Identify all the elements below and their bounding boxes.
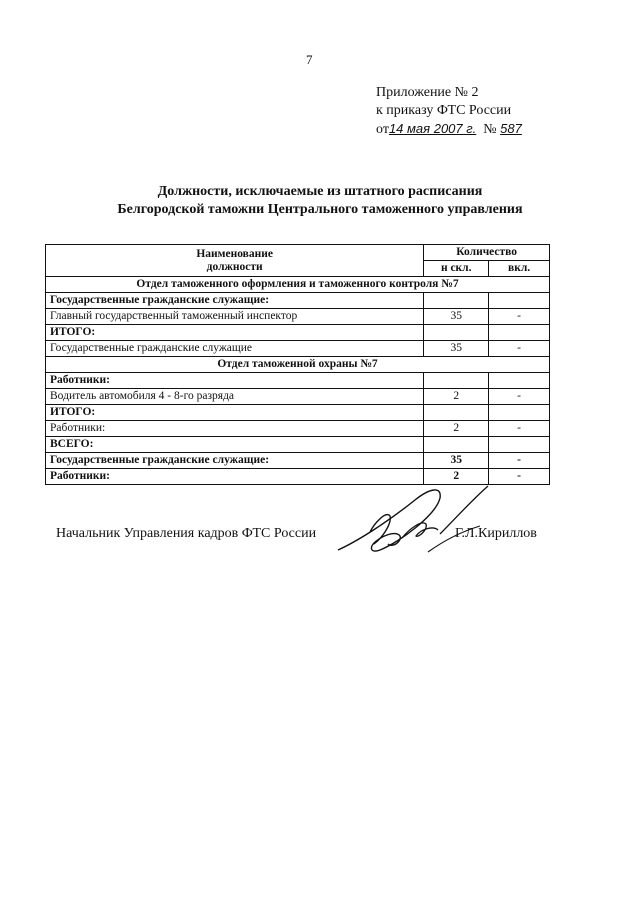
title-line-2: Белгородской таможни Центрального таможенного управления xyxy=(117,202,523,217)
position-name: ИТОГО: xyxy=(46,325,424,341)
position-name: Главный государственный таможенный инспектор xyxy=(46,309,424,325)
count-v: - xyxy=(489,341,550,357)
header-name-line-1: Наименование xyxy=(196,247,273,260)
count-n: 2 xyxy=(424,389,489,405)
number-label: № xyxy=(483,122,497,137)
appendix-date-line xyxy=(376,120,522,139)
order-date: 14 мая 2007 г. xyxy=(388,121,477,136)
count-n xyxy=(424,437,489,453)
document-title xyxy=(60,183,580,219)
count-n: 35 xyxy=(424,453,489,469)
position-name: Государственные гражданские служащие xyxy=(46,341,424,357)
table-row xyxy=(46,373,550,389)
count-n xyxy=(424,325,489,341)
count-n xyxy=(424,293,489,309)
table-row xyxy=(46,421,550,437)
position-name: Работники: xyxy=(46,421,424,437)
order-number: 587 xyxy=(500,121,522,136)
position-name: Государственные гражданские служащие: xyxy=(46,453,424,469)
table-row xyxy=(46,437,550,453)
count-n: 35 xyxy=(424,309,489,325)
count-v: - xyxy=(489,389,550,405)
table-row xyxy=(46,309,550,325)
section-title: Отдел таможенной охраны №7 xyxy=(46,357,550,373)
position-name: Водитель автомобиля 4 - 8-го разряда xyxy=(46,389,424,405)
count-n: 2 xyxy=(424,469,489,485)
section-title: Отдел таможенного оформления и таможенного контроля №7 xyxy=(46,277,550,293)
count-v xyxy=(489,293,550,309)
table-row xyxy=(46,453,550,469)
count-v xyxy=(489,405,550,421)
table-row xyxy=(46,341,550,357)
header-name-line-2: должности xyxy=(206,260,263,273)
page-number: 7 xyxy=(306,52,313,67)
table-row xyxy=(46,405,550,421)
position-name: Работники: xyxy=(46,373,424,389)
appendix-title: Приложение № 2 xyxy=(376,85,479,100)
position-name: ИТОГО: xyxy=(46,405,424,421)
header-quantity: Количество xyxy=(424,245,550,261)
section-row xyxy=(46,277,550,293)
table-row xyxy=(46,389,550,405)
count-n xyxy=(424,373,489,389)
header-col-v: вкл. xyxy=(489,261,550,277)
header-col-n: н скл. xyxy=(424,261,489,277)
title-line-1: Должности, исключаемые из штатного расписания xyxy=(157,184,483,199)
positions-table xyxy=(45,244,550,485)
count-v: - xyxy=(489,421,550,437)
count-v: - xyxy=(489,453,550,469)
table-body xyxy=(46,277,550,485)
count-n: 2 xyxy=(424,421,489,437)
table-row xyxy=(46,325,550,341)
count-n xyxy=(424,405,489,421)
count-n: 35 xyxy=(424,341,489,357)
signatory-name: Г.Л.Кириллов xyxy=(455,526,537,541)
position-name: Работники: xyxy=(46,469,424,485)
count-v xyxy=(489,437,550,453)
position-name: Государственные гражданские служащие: xyxy=(46,293,424,309)
appendix-header xyxy=(376,84,522,139)
count-v: - xyxy=(489,309,550,325)
table-header-row xyxy=(46,245,550,261)
appendix-order-ref: к приказу ФТС России xyxy=(376,103,512,118)
signatory-position: Начальник Управления кадров ФТС России xyxy=(56,526,317,541)
count-v: - xyxy=(489,469,550,485)
handwritten-signature xyxy=(330,480,505,565)
position-name: ВСЕГО: xyxy=(46,437,424,453)
table-row xyxy=(46,293,550,309)
count-v xyxy=(489,373,550,389)
section-row xyxy=(46,357,550,373)
header-name xyxy=(46,245,424,277)
date-prefix: от xyxy=(376,122,389,137)
count-v xyxy=(489,325,550,341)
